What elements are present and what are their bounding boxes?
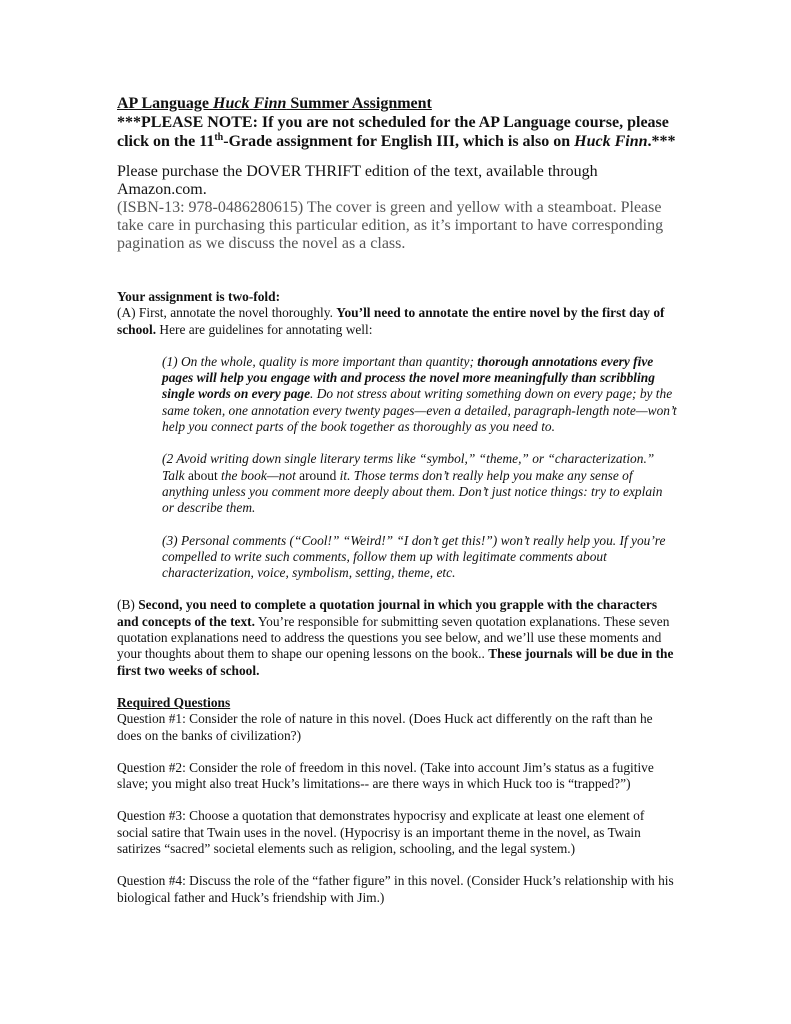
guideline-1-start: (1) On the whole, quality is more important than quantity; <box>162 353 478 369</box>
question-1: Question #1: Consider the role of nature in this novel. (Does Huck act differently on the raft than he does on the banks of civilization?) <box>117 711 653 743</box>
guideline-2 <box>162 451 677 516</box>
part-a-start: (A) First, annotate the novel thoroughly. <box>117 305 337 321</box>
guideline-2-around: around <box>299 467 337 483</box>
document-title <box>117 94 677 113</box>
note-text-b: -Grade assignment for English III, which is also on <box>223 133 575 150</box>
title-prefix: AP Language <box>117 95 214 112</box>
part-b-middle: You’re responsible for submitting seven quotation explanations. These seven quotation explanations need to address the questions you see below, and we’ll use these moments and your thoughts about them to shape our opening lessons on the book.. <box>117 613 670 662</box>
part-b-prefix: (B) <box>117 597 139 613</box>
guideline-2-about: about <box>187 467 218 483</box>
annotation-guidelines <box>162 354 677 582</box>
part-a-text <box>117 305 677 338</box>
assignment-heading: Your assignment is two-fold: <box>117 289 281 304</box>
required-questions <box>117 695 677 906</box>
note-superscript: th <box>214 132 224 143</box>
part-a-bold: You’ll need to annotate the entire novel by the first day of school. <box>117 305 665 337</box>
note-text-a: ***PLEASE NOTE: If you are not scheduled for the AP Language course, please click on the 11 <box>117 114 669 150</box>
question-4: Question #4: Discuss the role of the “father figure” in this novel. (Consider Huck’s relationship with his biological father and Huck’s friendship with Jim.) <box>117 873 674 905</box>
question-3: Question #3: Choose a quotation that demonstrates hypocrisy and explicate at least one element of social satire that Twain uses in the novel. (Hypocrisy is an important theme in the novel, as Twain satirizes “sacred” societal elements such as religion, schooling, and the legal system.) <box>117 808 645 857</box>
document-page <box>117 94 677 922</box>
questions-heading: Required Questions <box>117 694 231 710</box>
part-b-text <box>117 597 677 678</box>
guideline-1 <box>162 354 677 435</box>
guideline-1-end: . Do not stress about writing something down on every page; by the same token, one annotation every twenty pages—even a detailed, paragraph-length note—won’t help you connect parts of the book together as thoroughly as you need to. <box>162 386 677 435</box>
purchase-instructions <box>117 163 677 253</box>
assignment-section <box>117 289 677 338</box>
part-b-bold-2: These journals will be due in the first two weeks of school. <box>117 646 674 678</box>
question-2: Question #2: Consider the role of freedom in this novel. (Take into account Jim’s status as a fugitive slave; you might also treat Huck’s limitations-- are there ways in which Huck too is “trapped?”) <box>117 759 654 792</box>
please-note <box>117 113 677 151</box>
guideline-2-c: it. Those terms don’t really help you make any sense of anything unless you comment more deeply about them. Don’t just notice things: try to explain or describe them. <box>162 467 663 516</box>
title-suffix: Summer Assignment <box>286 95 432 112</box>
guideline-2-b: the book—not <box>217 467 300 483</box>
note-text-end: .*** <box>647 133 676 150</box>
guideline-3: (3) Personal comments (“Cool!” “Weird!” “I don’t get this!”) won’t really help you. If you’re compelled to write such comments, follow them up with legitimate comments about characterization, voice, symbolism, setting, theme, etc. <box>162 532 666 581</box>
part-b-bold-1: Second, you need to complete a quotation journal in which you grapple with the characters and concepts of the text. <box>117 597 658 629</box>
note-book-name: Huck Finn <box>574 133 648 150</box>
purchase-details: (ISBN-13: 978-0486280615) The cover is green and yellow with a steamboat. Please take care in purchasing this particular edition, as it’s important to have corresponding pagination as we discuss the novel as a class. <box>117 199 664 252</box>
title-book-name: Huck Finn <box>213 95 287 112</box>
guideline-1-bold: thorough annotations every five pages will help you engage with and process the novel more meaningfully than scribbling single words on every page <box>162 353 655 402</box>
purchase-line: Please purchase the DOVER THRIFT edition of the text, available through Amazon.com. <box>117 163 598 198</box>
guideline-2-a: (2 Avoid writing down single literary terms like “symbol,” “theme,” or “characterization.” Talk <box>162 451 655 483</box>
part-a-end: Here are guidelines for annotating well: <box>156 321 373 337</box>
